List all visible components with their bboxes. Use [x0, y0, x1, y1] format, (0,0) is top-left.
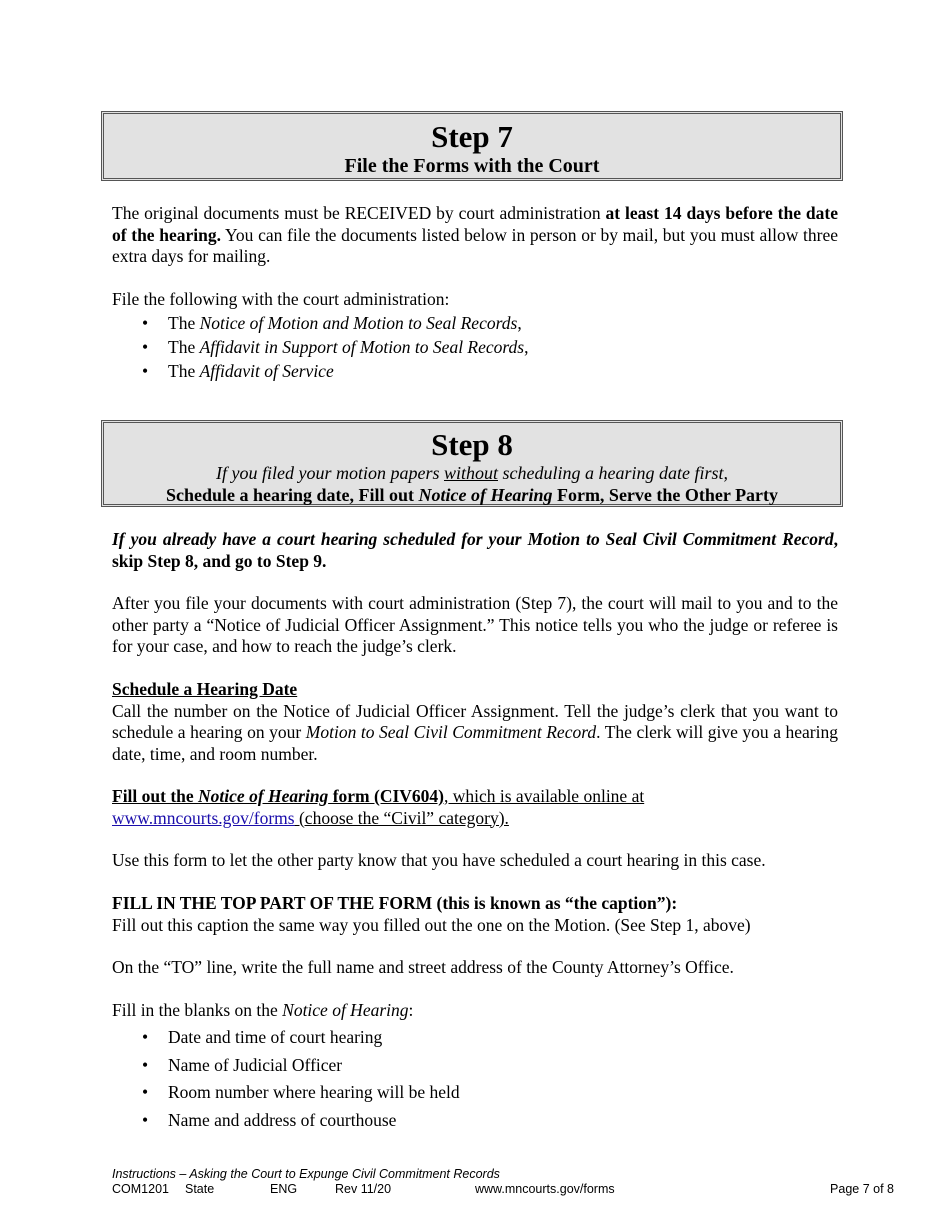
to-line-paragraph: On the “TO” line, write the full name and street address of the County Attorney’s Office.	[112, 957, 734, 977]
caption-text: Fill out this caption the same way you filled out the one on the Motion. (See Step 1, above)	[112, 914, 751, 935]
subtitle-form: Notice of Hearing	[418, 485, 553, 505]
blanks-text: Fill in the blanks on the	[112, 1000, 283, 1020]
list-item: • Date and time of court hearing	[112, 1024, 838, 1052]
condition-emphasis: without	[443, 463, 498, 483]
schedule-form: Motion to Seal Civil Commitment Record	[305, 722, 597, 742]
step-7-subtitle: File the Forms with the Court	[344, 155, 600, 177]
blanks-form: Notice of Hearing	[282, 1000, 409, 1020]
skip-condition: If you already have a court hearing scheduled for your Motion to Seal Civil Commitment Record	[112, 529, 834, 549]
step-7-form-list	[112, 311, 838, 383]
footer-url: www.mncourts.gov/forms	[475, 1182, 615, 1196]
form-title: Affidavit of Service	[199, 361, 334, 381]
schedule-text-b: . The clerk will give you a hearing date, time, and room number.	[112, 722, 839, 764]
intro-deadline: at least 14 days before the date of the hearing.	[112, 203, 838, 245]
step-8-condition	[104, 462, 840, 484]
footer-meta	[112, 1182, 902, 1197]
step-7-header	[101, 111, 843, 181]
form-language: ENG	[270, 1182, 298, 1196]
list-item	[112, 359, 838, 383]
intro-text-cont: You can file the documents listed below in person or by mail, but you must allow three extra days for mailing.	[112, 224, 838, 266]
item-suffix: ,	[524, 337, 529, 357]
use-form-paragraph: Use this form to let the other party know that you have scheduled a court hearing in this case.	[112, 850, 766, 870]
footer-title: Instructions – Asking the Court to Expunge Civil Commitment Records	[112, 1167, 500, 1181]
list-item	[112, 335, 838, 359]
fill-form: Notice of Hearing	[198, 786, 329, 806]
subtitle-text: Schedule a hearing date, Fill out	[165, 485, 419, 505]
form-scope: State	[185, 1182, 215, 1196]
step-8-subtitle	[104, 484, 840, 506]
schedule-text	[112, 701, 838, 766]
schedule-heading: Schedule a Hearing Date	[112, 679, 298, 699]
fill-text-cont: , which is available online at	[443, 786, 645, 806]
fill-out-line	[112, 786, 838, 808]
schedule-text-a: Call the number on the Notice of Judicial Officer Assignment. Tell the judge’s clerk that you want to schedule a hearing on your	[112, 700, 838, 742]
after-file-paragraph: After you file your documents with court administration (Step 7), the court will mail to you and to the other party a “Notice of Judicial Officer Assignment.” This notice tells you who the judge or referee is for your case, and how to reach the judge’s clerk.	[112, 593, 838, 656]
blanks-list	[112, 1024, 838, 1134]
list-item: • Name and address of courthouse	[112, 1107, 838, 1135]
fill-link-line	[112, 808, 838, 830]
mncourts-forms-link[interactable]: www.mncourts.gov/forms	[112, 807, 295, 828]
step-8-header	[101, 420, 843, 507]
condition-text: If you filed your motion papers	[216, 463, 444, 483]
form-title: Affidavit in Support of Motion to Seal Records	[199, 337, 525, 357]
file-following-label: File the following with the court administration:	[112, 289, 450, 309]
condition-text-cont: scheduling a hearing date first,	[498, 463, 728, 483]
list-item	[112, 311, 838, 335]
schedule-section	[112, 679, 838, 765]
subtitle-text-cont: Form, Serve the Other Party	[552, 485, 779, 505]
fill-form-code: form (CIV604)	[328, 786, 444, 806]
list-item: • Name of Judicial Officer	[112, 1052, 838, 1080]
caption-heading: FILL IN THE TOP PART OF THE FORM (this is known as “the caption”):	[112, 893, 678, 913]
intro-text: The original documents must be RECEIVED by court administration	[112, 203, 606, 223]
form-title: Notice of Motion and Motion to Seal Records	[199, 313, 518, 333]
skip-instruction: , skip Step 8, and go to Step 9.	[112, 529, 838, 571]
fill-out-section	[112, 786, 838, 829]
step-7-title: Step 7	[431, 119, 513, 154]
item-prefix: The	[168, 361, 200, 381]
page-number: Page 7 of 8	[830, 1182, 894, 1196]
blanks-colon: :	[408, 1000, 414, 1020]
item-prefix: The	[168, 337, 200, 357]
form-code: COM1201	[112, 1182, 169, 1196]
item-suffix: ,	[517, 313, 522, 333]
form-revision: Rev 11/20	[335, 1182, 392, 1196]
fill-category: (choose the “Civil” category).	[294, 807, 509, 828]
page-footer	[112, 1167, 902, 1197]
blanks-intro	[112, 1000, 838, 1022]
skip-note	[112, 529, 838, 572]
list-item: • Room number where hearing will be held	[112, 1079, 838, 1107]
fill-text: Fill out the	[112, 786, 199, 806]
item-prefix: The	[168, 313, 200, 333]
step-7-intro	[112, 203, 838, 268]
caption-section	[112, 893, 838, 936]
step-8-title: Step 8	[431, 427, 513, 462]
